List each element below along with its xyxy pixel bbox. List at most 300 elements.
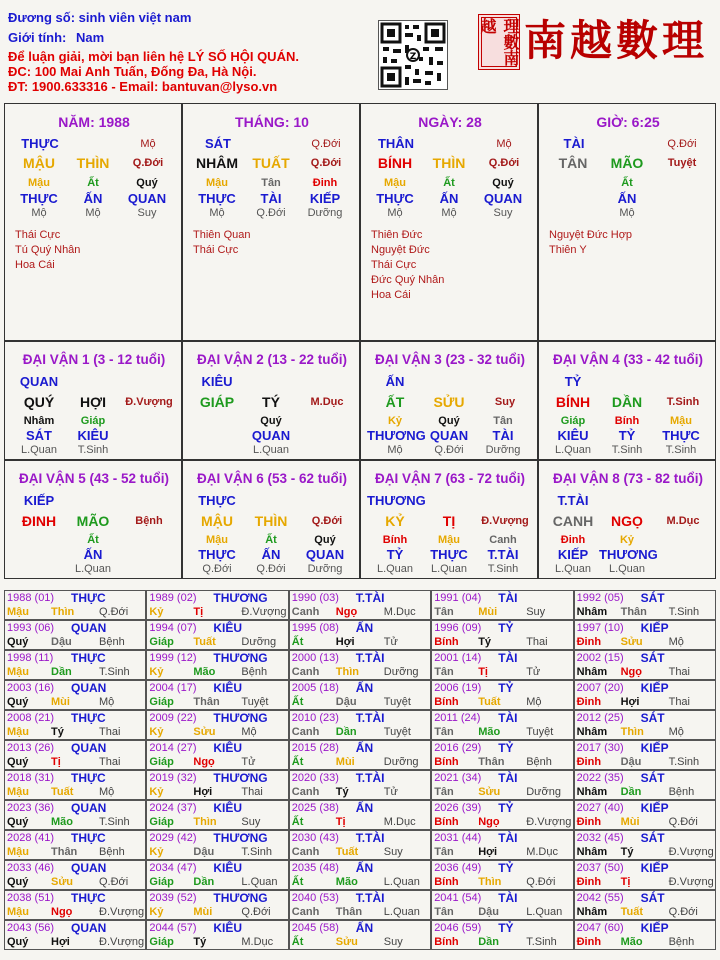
year-can: Nhâm (576, 666, 608, 678)
year-chi: Ngọ (478, 816, 500, 828)
hidden-can: Đinh (312, 177, 338, 189)
hidden-phase: Mộ (85, 207, 101, 219)
year-star: T.TÀI (355, 651, 385, 665)
hidden-star: QUAN (251, 428, 291, 443)
hidden-phase: Mộ (209, 207, 225, 219)
hidden-phase: T.Sinh (665, 444, 697, 456)
year-star: TỶ (498, 621, 514, 635)
year-chi: Thân (620, 606, 647, 618)
dai-van-chi: THÌN (254, 513, 288, 529)
year-phase: Suy (526, 606, 546, 618)
year-phase: Tuyệt (241, 696, 269, 708)
qr-code-icon[interactable] (378, 20, 448, 90)
pillar-chi-phase: Q.Đới (132, 157, 164, 169)
year-phase: Thai (99, 756, 121, 768)
year-phase: L.Quan (241, 876, 278, 888)
year-can: Giáp (149, 816, 174, 828)
year-chi: Thân (335, 906, 363, 918)
dai-van-chi: TÝ (262, 394, 280, 410)
year-phase: M.Dục (383, 816, 416, 828)
year-star: KIÊU (213, 621, 243, 635)
year-cell (146, 800, 288, 830)
year-star: QUAN (71, 861, 107, 875)
year-phase: Tử (383, 636, 398, 648)
year-label: 2013 (26) (7, 742, 55, 754)
special-star: Hoa Cái (371, 289, 411, 301)
year-cell (289, 620, 431, 650)
year-can: Nhâm (576, 906, 608, 918)
year-label: 2028 (41) (7, 832, 55, 844)
year-cell (146, 620, 288, 650)
year-star: TỶ (498, 741, 514, 755)
year-star: TÀI (498, 771, 518, 785)
year-cell (431, 740, 573, 770)
dai-van-top-star: QUAN (19, 374, 59, 389)
year-phase: M.Dục (383, 606, 416, 618)
dai-van-chi-phase: Q.Đới (311, 515, 343, 527)
year-label: 2019 (32) (149, 772, 197, 784)
year-phase: Đ.Vượng (668, 876, 714, 888)
year-star: QUAN (71, 921, 107, 935)
hidden-star: KIẾP (557, 547, 589, 562)
year-cell (146, 860, 288, 890)
pillar-top-star: THỰC (21, 136, 59, 151)
hidden-phase: Dưỡng (307, 563, 343, 575)
year-phase: T.Sinh (99, 816, 130, 828)
year-chi: Hợi (193, 786, 213, 798)
dai-van-title: ĐẠI VẬN 4 (33 - 42 tuổi) (552, 352, 704, 367)
year-chi: Thân (193, 696, 220, 708)
year-can: Canh (291, 606, 320, 618)
hidden-star: THỰC (198, 191, 236, 206)
year-label: 1994 (07) (149, 622, 197, 634)
year-star: THƯƠNG (213, 831, 268, 845)
year-label: 2047 (60) (576, 922, 624, 934)
hidden-star: ẤN (617, 191, 637, 206)
year-star: TÀI (498, 651, 518, 665)
year-label: 2038 (51) (7, 892, 55, 904)
hidden-phase: Dưỡng (307, 207, 343, 219)
hidden-phase: T.Sinh (611, 444, 643, 456)
pillar-chi: THÌN (432, 155, 466, 171)
year-chi: Ngọ (620, 666, 642, 678)
year-cell (4, 650, 146, 680)
hidden-can: Ất (265, 534, 277, 546)
dai-van-chi-phase: M.Dục (310, 396, 344, 408)
year-phase: Đ.Vượng (99, 936, 145, 948)
pillar-title: THÁNG: 10 (235, 114, 309, 130)
hidden-phase: Suy (137, 207, 157, 219)
year-chi: Tuất (620, 906, 643, 918)
dai-van-chi-phase: T.Sinh (666, 396, 700, 408)
year-can: Ất (291, 876, 304, 888)
year-can: Quý (7, 696, 29, 708)
hidden-star: THỰC (198, 547, 236, 562)
year-label: 2001 (14) (434, 652, 482, 664)
hidden-phase: T.Sinh (487, 563, 519, 575)
year-chi: Tý (335, 786, 349, 798)
year-cell (289, 860, 431, 890)
year-label: 1991 (04) (434, 592, 482, 604)
pillar-chi: THÌN (76, 155, 110, 171)
year-label: 2014 (27) (149, 742, 197, 754)
year-chi: Dần (193, 876, 215, 888)
year-label: 2043 (56) (7, 922, 55, 934)
svg-text:Z: Z (409, 52, 417, 62)
year-phase: Q.Đới (668, 816, 698, 828)
year-star: THỰC (71, 831, 106, 845)
hidden-star: T.TÀI (487, 547, 519, 562)
year-chi: Tý (478, 636, 492, 648)
year-label: 2003 (16) (7, 682, 55, 694)
year-can: Bính (434, 936, 459, 948)
year-star: TÀI (498, 711, 518, 725)
year-chi: Thìn (335, 666, 360, 678)
hidden-can: Bính (614, 415, 640, 427)
year-star: KIÊU (213, 861, 243, 875)
year-can: Tân (434, 726, 454, 738)
hidden-phase: Mộ (31, 207, 47, 219)
pillar-title: NĂM: 1988 (58, 114, 130, 130)
year-label: 2002 (15) (576, 652, 624, 664)
year-cell (574, 620, 716, 650)
year-chi: Thìn (51, 606, 75, 618)
year-star: ẤN (355, 801, 374, 815)
hidden-phase: L.Quan (554, 444, 592, 456)
year-star: QUAN (71, 681, 107, 695)
year-label: 2011 (24) (434, 712, 481, 724)
year-can: Kỷ (149, 666, 164, 678)
hidden-phase: Mộ (387, 207, 403, 219)
year-chi: Mùi (335, 756, 355, 768)
hidden-can: Mậu (670, 415, 692, 427)
year-phase: Thai (241, 786, 263, 798)
year-phase: Bệnh (668, 786, 695, 798)
year-chi: Ngọ (193, 756, 215, 768)
year-phase: Tử (526, 666, 541, 678)
year-star: KIÊU (213, 801, 243, 815)
year-label: 1999 (12) (149, 652, 197, 664)
special-star: Thiên Y (549, 244, 587, 256)
year-can: Giáp (149, 636, 174, 648)
year-star: KIÊU (213, 681, 243, 695)
year-chi: Dần (335, 726, 357, 738)
year-can: Đinh (576, 636, 602, 648)
year-star: TỶ (498, 801, 514, 815)
year-cell (289, 650, 431, 680)
pillar-top-right: Q.Đới (667, 138, 697, 150)
gender-label: Giới tính: (8, 30, 67, 45)
year-label: 2018 (31) (7, 772, 55, 784)
year-phase: Mộ (668, 726, 684, 738)
year-can: Tân (434, 606, 454, 618)
year-phase: Mộ (99, 786, 115, 798)
dai-van-chi: TỊ (442, 513, 456, 529)
year-can: Nhâm (576, 606, 608, 618)
year-phase: T.Sinh (99, 666, 130, 678)
year-star: THƯƠNG (213, 591, 268, 605)
hidden-can: Quý (492, 177, 514, 189)
hidden-phase: Mộ (619, 207, 635, 219)
year-phase: Dưỡng (383, 666, 419, 678)
dai-van-box (4, 460, 182, 579)
gender-value: Nam (75, 30, 105, 45)
contact-line-3[interactable]: ĐT: 1900.633316 - Email: bantuvan@lyso.vn (8, 79, 278, 94)
year-label: 2035 (48) (291, 862, 339, 874)
year-star: TÀI (498, 831, 518, 845)
dai-van-chi-phase: Đ.Vượng (125, 396, 173, 408)
hidden-star: QUAN (483, 191, 523, 206)
year-chi: Dần (51, 666, 72, 678)
year-can: Bính (434, 816, 459, 828)
year-can: Đinh (576, 816, 602, 828)
year-label: 2022 (35) (576, 772, 624, 784)
year-cell (431, 890, 573, 920)
dai-van-title: ĐẠI VẬN 7 (63 - 72 tuổi) (374, 471, 526, 486)
year-star: SÁT (640, 711, 665, 725)
pillar-top-right: Mộ (140, 138, 156, 150)
year-cell (431, 830, 573, 860)
year-star: THƯƠNG (213, 771, 268, 785)
hidden-star: QUAN (429, 428, 469, 443)
year-label: 2017 (30) (576, 742, 624, 754)
hidden-phase: L.Quan (74, 563, 112, 575)
year-star: THỰC (71, 591, 106, 605)
year-phase: Tuyệt (383, 696, 411, 708)
pillar-chi-phase: Q.Đới (488, 157, 520, 169)
year-star: T.TÀI (355, 591, 385, 605)
year-chi: Tý (620, 846, 634, 858)
dai-van-top-star: KIẾP (23, 493, 55, 508)
year-cell (574, 710, 716, 740)
year-phase: Mộ (668, 636, 684, 648)
pillar-can: NHÂM (196, 155, 238, 171)
year-chi: Tý (51, 726, 64, 738)
hidden-star: THỰC (662, 428, 700, 443)
hidden-star: THỰC (376, 191, 414, 206)
year-cell (146, 650, 288, 680)
year-chi: Tị (335, 816, 346, 828)
owner-name-row (8, 10, 191, 25)
year-chi: Mão (193, 666, 216, 678)
year-star: THỰC (71, 711, 106, 725)
year-star: T.TÀI (355, 891, 385, 905)
hidden-can: Tân (493, 415, 513, 427)
year-can: Quý (7, 876, 29, 888)
hidden-phase: L.Quan (554, 563, 592, 575)
year-cell (146, 920, 288, 950)
year-star: TÀI (498, 891, 518, 905)
pillar-chi: TUẤT (252, 155, 290, 171)
year-label: 1992 (05) (576, 592, 624, 604)
dai-van-chi: DẦN (611, 394, 643, 410)
year-chi: Sửu (620, 636, 643, 648)
year-label: 1997 (10) (576, 622, 624, 634)
year-phase: M.Dục (526, 846, 558, 858)
year-phase: Suy (383, 846, 403, 858)
year-star: KIẾP (640, 801, 669, 815)
year-star: ẤN (355, 681, 374, 695)
year-phase: Suy (241, 816, 261, 828)
year-label: 1989 (02) (149, 592, 197, 604)
year-star: THỰC (71, 651, 106, 665)
hidden-star: THƯƠNG (599, 547, 658, 562)
dai-van-box (182, 341, 360, 460)
year-cell (574, 680, 716, 710)
year-label: 2010 (23) (291, 712, 339, 724)
year-star: KIẾP (640, 621, 669, 635)
year-cell (4, 590, 146, 620)
year-chi: Tuất (51, 786, 74, 798)
special-star: Đức Quý Nhân (371, 274, 445, 286)
special-star: Nguyệt Đức (371, 244, 430, 256)
hidden-star: THƯƠNG (367, 428, 426, 443)
year-cell (574, 740, 716, 770)
year-cell (146, 680, 288, 710)
year-phase: Thai (526, 636, 548, 648)
year-can: Giáp (149, 876, 174, 888)
hidden-star: TỶ (618, 428, 636, 443)
year-can: Canh (291, 846, 320, 858)
hidden-star: TỶ (386, 547, 404, 562)
year-phase: Bệnh (99, 636, 125, 648)
year-phase: Tử (241, 756, 256, 768)
hidden-can: Mậu (384, 177, 406, 189)
year-chi: Dậu (51, 636, 72, 648)
year-label: 2012 (25) (576, 712, 624, 724)
year-chi: Sửu (478, 786, 501, 798)
hidden-can: Kỷ (387, 415, 403, 427)
year-chi: Dậu (335, 696, 357, 708)
year-cell (289, 710, 431, 740)
year-star: KIÊU (213, 921, 243, 935)
year-phase: Thai (668, 696, 690, 708)
year-can: Mậu (7, 906, 29, 918)
hidden-can: Ất (87, 534, 99, 546)
year-label: 2029 (42) (149, 832, 197, 844)
year-can: Kỷ (149, 726, 164, 738)
year-can: Canh (291, 786, 320, 798)
year-can: Kỷ (149, 906, 164, 918)
dai-van-top-star: TỶ (564, 374, 582, 389)
year-label: 2027 (40) (576, 802, 624, 814)
year-star: TỶ (498, 681, 514, 695)
year-phase: Đ.Vượng (241, 606, 287, 618)
special-star: Nguyệt Đức Hợp (549, 229, 633, 241)
pillar-box (182, 103, 360, 341)
year-can: Nhâm (576, 726, 608, 738)
hidden-can: Nhâm (23, 415, 55, 427)
year-star: QUAN (71, 801, 107, 815)
year-phase: Dưỡng (241, 636, 277, 648)
year-can: Tân (434, 846, 454, 858)
year-can: Kỷ (149, 786, 164, 798)
year-chi: Dần (478, 936, 499, 948)
year-star: ẤN (355, 861, 374, 875)
year-star: THỰC (71, 891, 106, 905)
hidden-phase: L.Quan (20, 444, 58, 456)
year-chi: Tuất (193, 636, 216, 648)
hidden-phase: Dưỡng (485, 444, 521, 456)
contact-line-2: ĐC: 100 Mai Anh Tuấn, Đống Đa, Hà Nội. (8, 64, 257, 79)
year-can: Kỷ (149, 846, 164, 858)
dai-van-can: CANH (552, 513, 594, 529)
year-can: Ất (291, 696, 304, 708)
pillar-box (4, 103, 182, 341)
year-chi: Dậu (620, 756, 642, 768)
hidden-can: Ất (443, 177, 455, 189)
year-cell (4, 890, 146, 920)
hidden-phase: Q.Đới (202, 563, 232, 575)
year-phase: Thai (668, 666, 690, 678)
year-phase: Bệnh (526, 756, 552, 768)
year-cell (431, 710, 573, 740)
special-stars (549, 228, 632, 258)
dai-van-chi-phase: M.Dục (666, 515, 700, 527)
year-label: 2005 (18) (291, 682, 339, 694)
year-phase: Q.Đới (668, 906, 698, 918)
pillar-can: MẬU (23, 155, 55, 171)
pillar-top-right: Q.Đới (311, 138, 341, 150)
year-chi: Mão (335, 876, 358, 888)
hidden-star: QUAN (127, 191, 167, 206)
year-label: 1995 (08) (291, 622, 339, 634)
dai-van-box (360, 341, 538, 460)
hidden-star: SÁT (26, 428, 52, 443)
year-star: TÀI (498, 591, 518, 605)
year-label: 1998 (11) (7, 652, 54, 664)
year-phase: Tử (383, 786, 398, 798)
hidden-can: Mậu (28, 177, 50, 189)
hidden-can: Mậu (206, 177, 228, 189)
year-cell (574, 590, 716, 620)
year-can: Canh (291, 666, 320, 678)
year-label: 2037 (50) (576, 862, 624, 874)
year-cell (431, 860, 573, 890)
year-chi: Ngọ (51, 906, 73, 918)
year-label: 2041 (54) (434, 892, 482, 904)
year-phase: L.Quan (383, 876, 420, 888)
year-chi: Sửu (193, 726, 216, 738)
hidden-star: TÀI (260, 191, 282, 206)
year-chi: Mão (51, 816, 73, 828)
dai-van-title: ĐẠI VẬN 6 (53 - 62 tuổi) (196, 471, 348, 486)
year-chi: Mão (620, 936, 643, 948)
red-seal-logo: 理數南越 (478, 14, 520, 70)
year-can: Mậu (7, 786, 29, 798)
year-phase: Q.Đới (526, 876, 556, 888)
year-star: QUAN (71, 741, 107, 755)
year-cell (431, 800, 573, 830)
year-label: 2042 (55) (576, 892, 624, 904)
year-label: 2036 (49) (434, 862, 482, 874)
year-label: 2016 (29) (434, 742, 482, 754)
year-cell (4, 860, 146, 890)
dai-van-chi: NGỌ (611, 513, 643, 529)
year-label: 1993 (06) (7, 622, 55, 634)
hidden-phase: L.Quan (376, 563, 414, 575)
hidden-star: TÀI (492, 428, 514, 443)
pillar-top-star: SÁT (205, 136, 231, 151)
year-chi: Sửu (51, 876, 74, 888)
dai-van-chi: SỬU (433, 394, 465, 410)
year-label: 2024 (37) (149, 802, 197, 814)
hidden-can: Kỷ (619, 534, 635, 546)
year-cell (431, 590, 573, 620)
pillar-can: BÍNH (377, 155, 413, 171)
hidden-can: Giáp (80, 415, 106, 427)
hidden-can: Ất (621, 177, 633, 189)
